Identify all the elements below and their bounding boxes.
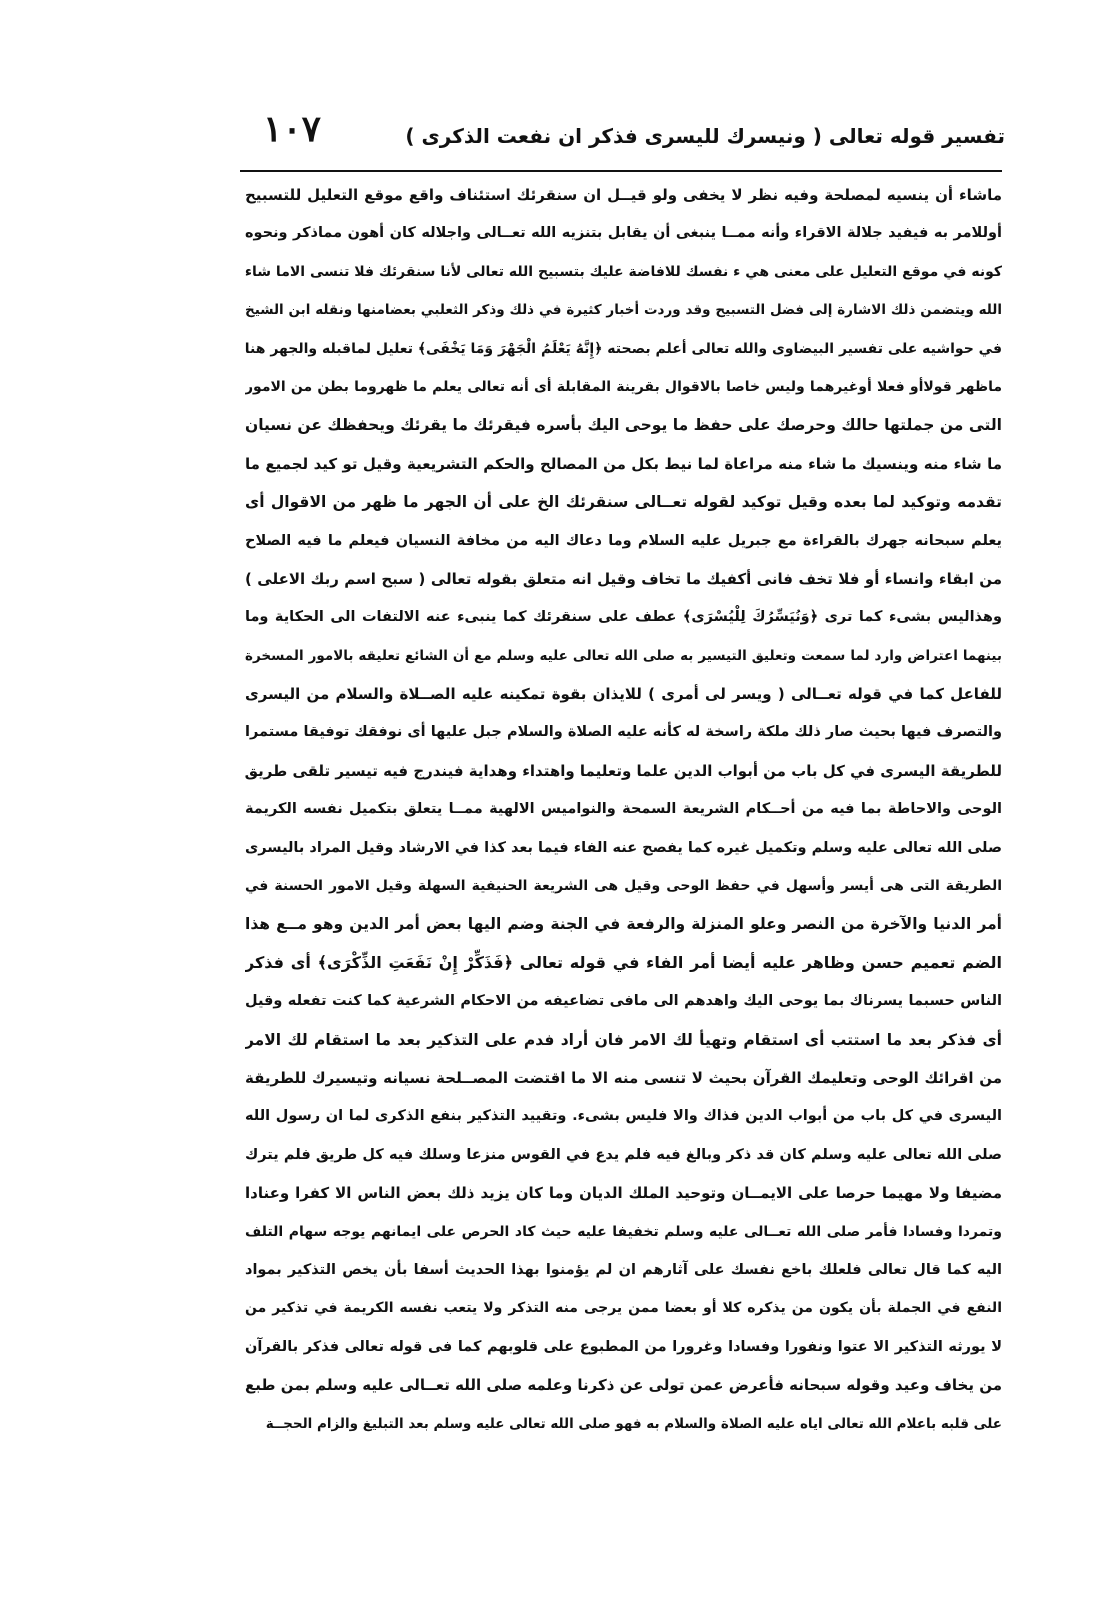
text-line: كونه في موقع التعليل على معنى هي ء نفسك للافاضة عليك بتسبيح الله تعالى لأنا سنقرئك فلا تنسى الاما شاء (245, 263, 1002, 280)
text-line: الناس حسبما يسرناك بما يوحى اليك واهدهم الى مافى تضاعيفه من الاحكام الشرعية كما كنت تفعله وقيل (245, 993, 1002, 1010)
text-line: ما شاء منه وينسيك ما شاء منه مراعاة لما نيط بكل من المصالح والحكم التشريعية وقيل تو كيد لجميع ما (245, 454, 1002, 473)
text-line: التى من جملتها حالك وحرصك على حفظ ما يوحى اليك بأسره فيقرئك ما يقرئك ويحفظك عن نسيان (245, 416, 1002, 435)
text-line: على قلبه باعلام الله تعالى اياه عليه الصلاة والسلام به فهو صلى الله تعالى عليه وسلم بعد التبليغ والزام الحجــة (265, 1415, 1002, 1432)
text-line: صلى الله تعالى عليه وسلم كان قد ذكر وبالغ فيه فلم يدع في القوس منزعا وسلك فيه كل طريق فلم يترك (245, 1146, 1002, 1163)
text-line: اليه كما قال تعالى فلعلك باخع نفسك على آثارهم ان لم يؤمنوا بهذا الحديث أسفا بأن يخص التذكير بمواد (245, 1261, 1002, 1278)
text-line: وهذاليس بشىء كما ترى ﴿وَنُيَسِّرُكَ لِلْيُسْرَى﴾ عطف على سنقرئك كما ينبىء عنه الالتفات الى الحكاية وما (245, 609, 1002, 626)
text-line: من يخاف وعيد وقوله سبحانه فأعرض عمن تولى عن ذكرنا وعلمه صلى الله تعــالى عليه وسلم بمن طبع (245, 1376, 1002, 1395)
text-line: للفاعل كما في قوله تعــالى ( ويسر لى أمرى ) للايذان بقوة تمكينه عليه الصــلاة والسلام من اليسرى (245, 685, 1002, 704)
text-line: أوللامر به فيفيد جلالة الاقراء وأنه ممــا ينبغى أن يقابل بتنزيه الله تعــالى واجلاله كان أهون مماذكر ونحوه (245, 225, 1002, 242)
text-line: مضيفا ولا مهيما حرصا على الايمــان وتوحيد الملك الديان وما كان يزيد ذلك بعض الناس الا كفرا وعنادا (245, 1184, 1002, 1203)
page-header (245, 102, 1005, 162)
text-line: الضم تعميم حسن وظاهر عليه أيضا أمر الفاء في قوله تعالى ﴿فَذَكِّرْ إِنْ نَفَعَتِ الذِّكْرَى﴾ أى فذكر (245, 952, 1002, 972)
text-line: للطريقة اليسرى في كل باب من أبواب الدين علما وتعليما واهتداء وهداية فيندرج فيه تيسير تلقى طريق (245, 761, 1002, 780)
running-title: تفسير قوله تعالى ( ونيسرك لليسرى فذكر ان نفعت الذكرى ) (405, 124, 1005, 148)
text-line: النفع في الجملة بأن يكون من يذكره كلا أو بعضا ممن يرجى منه التذكر ولا يتعب نفسه الكريمة في تذكير من (245, 1300, 1002, 1317)
text-line: الله ويتضمن ذلك الاشارة إلى فضل التسبيح وقد وردت أخبار كثيرة في ذلك وذكر الثعلبي بعضامنها ونقله ابن الشيخ (245, 302, 1002, 319)
page-number: ١٠٧ (263, 108, 322, 150)
text-line: أمر الدنيا والآخرة من النصر وعلو المنزلة والرفعة في الجنة وضم اليها بعض أمر الدين وهو مــع هذا (245, 915, 1002, 934)
text-line: الطريقة التى هى أيسر وأسهل في حفظ الوحى وقيل هى الشريعة الحنيفية السهلة وقيل الامور الحسنة في (245, 878, 1002, 895)
text-line: في حواشيه على تفسير البيضاوى والله تعالى أعلم بصحته ﴿إِنَّهُ يَعْلَمُ الْجَهْرَ وَمَا يَخْفَى﴾ تعليل لماقبله والجهر هنا (245, 340, 1002, 357)
text-line: من اقرائك الوحى وتعليمك القرآن بحيث لا تنسى منه الا ما اقتضت المصــلحة نسيانه وتيسيرك للطريقة (245, 1068, 1002, 1087)
text-line: اليسرى في كل باب من أبواب الدين فذاك والا فليس بشىء. وتقييد التذكير بنفع الذكرى لما ان رسول الله (245, 1108, 1002, 1125)
text-line: لا يورثه التذكير الا عتوا ونفورا وفسادا وغرورا من المطبوع على قلوبهم كما فى قوله تعالى فذكر بالقرآن (245, 1338, 1002, 1355)
text-line: يعلم سبحانه جهرك بالقراءة مع جبريل عليه السلام وما دعاك اليه من مخافة النسيان فيعلم ما فيه الصلاح (245, 532, 1002, 549)
text-line: أى فذكر بعد ما استتب أى استقام وتهيأ لك الامر فان أراد فدم على التذكير بعد ما استقام لك الامر (245, 1030, 1002, 1049)
text-line: تقدمه وتوكيد لما بعده وقيل توكيد لقوله تعــالى سنقرئك الخ على أن الجهر ما ظهر من الاقوال أى (245, 493, 1002, 512)
text-line: الوحى والاحاطة بما فيه من أحــكام الشريعة السمحة والنواميس الالهية ممــا يتعلق بتكميل نفسه الكريمة (245, 801, 1002, 818)
text-line: والتصرف فيها بحيث صار ذلك ملكة راسخة له كأنه عليه الصلاة والسلام جبل عليها أى نوفقك توفيقا مستمرا (245, 724, 1002, 741)
text-line: من ابقاء وانساء أو فلا تخف فانى أكفيك ما تخاف وقيل انه متعلق بقوله تعالى ( سبح اسم ربك الاعلى ) (245, 569, 1002, 588)
text-line: ماشاء أن ينسيه لمصلحة وفيه نظر لا يخفى ولو قيــل ان سنقرئك استئناف واقع موقع التعليل للتسبيح (245, 186, 1002, 204)
text-line: صلى الله تعالى عليه وسلم وتكميل غيره كما يفصح عنه الفاء فيما بعد كذا في الارشاد وقيل المراد باليسرى (245, 839, 1002, 856)
body-text (245, 176, 1002, 1443)
text-line: بينهما اعتراض وارد لما سمعت وتعليق التيسير به صلى الله تعالى عليه وسلم مع أن الشائع تعليقه بالامور المسخرة (245, 647, 1002, 664)
text-line: وتمردا وفسادا فأمر صلى الله تعــالى عليه وسلم تخفيفا عليه حيث كاد الحرص على ايمانهم يوجه سهام التلف (245, 1223, 1002, 1240)
header-divider (240, 170, 1002, 172)
text-line: ماظهر قولاأو فعلا أوغيرهما وليس خاصا بالاقوال بقرينة المقابلة أى أنه تعالى يعلم ما ظهروما بطن من الامور (245, 378, 1002, 395)
